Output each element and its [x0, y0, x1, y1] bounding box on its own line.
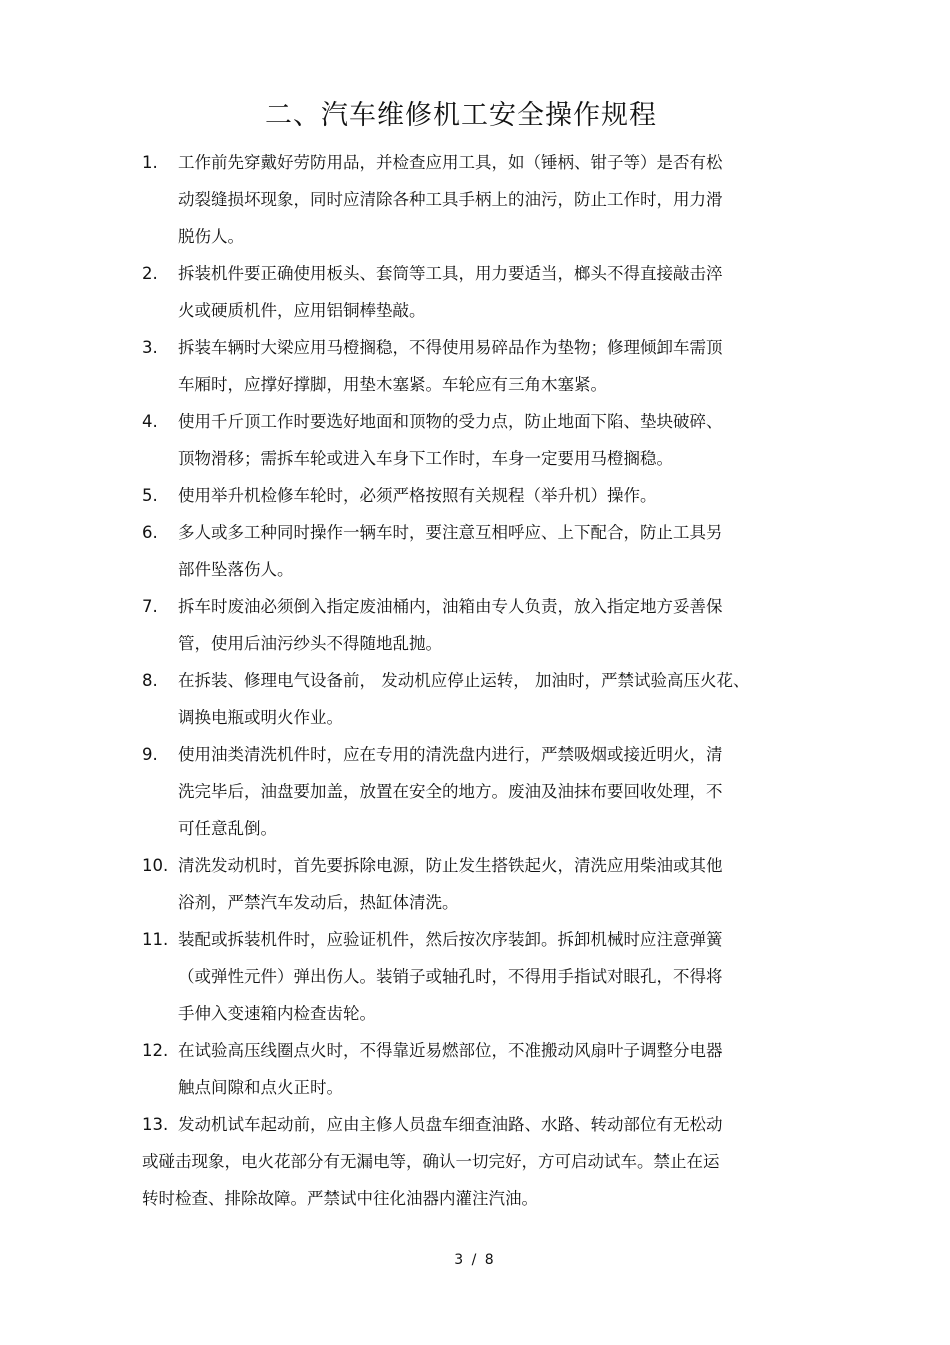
rule-item [142, 406, 822, 480]
rule-number: 6. [142, 523, 158, 542]
rule-text-line: 手伸入变速箱内检查齿轮。 [178, 1004, 376, 1023]
rule-text-line: 发动机试车起动前，应由主修人员盘车细查油路、水路、转动部位有无松动 [178, 1115, 723, 1134]
rule-item [142, 591, 822, 665]
rule-number: 12. [142, 1041, 169, 1060]
rule-item [142, 924, 822, 1035]
rule-text-line: 触点间隙和点火正时。 [178, 1078, 343, 1097]
rule-item [142, 1109, 822, 1220]
rule-text-line: 车厢时，应撑好撑脚，用垫木塞紧。车轮应有三角木塞紧。 [178, 375, 607, 394]
rule-text-line: 使用举升机检修车轮时，必须严格按照有关规程（举升机）操作。 [178, 486, 657, 505]
rule-item [142, 480, 822, 517]
rule-number: 11. [142, 930, 169, 949]
rule-text-line: 在试验高压线圈点火时，不得靠近易燃部位，不准搬动风扇叶子调整分电器 [178, 1041, 723, 1060]
rule-number: 9. [142, 745, 158, 764]
rule-text-line: 火或硬质机件，应用铝铜棒垫敲。 [178, 301, 426, 320]
rule-number: 8. [142, 671, 158, 690]
rule-text-line: 转时检查、排除故障。严禁试中往化油器内灌注汽油。 [142, 1189, 538, 1208]
rule-text-line: 拆装机件要正确使用板头、套筒等工具，用力要适当，榔头不得直接敲击淬 [178, 264, 723, 283]
rule-text-line: 在拆装、修理电气设备前， 发动机应停止运转， 加油时，严禁试验高压火花、 [178, 671, 750, 690]
rule-number: 4. [142, 412, 158, 431]
rule-item [142, 850, 822, 924]
rule-text-line: 动裂缝损坏现象，同时应清除各种工具手柄上的油污，防止工作时，用力滑 [178, 190, 723, 209]
rule-text-line: 脱伤人。 [178, 227, 244, 246]
rule-text-line: 或碰击现象，电火花部分有无漏电等，确认一切完好，方可启动试车。禁止在运 [142, 1152, 720, 1171]
rule-text-line: 顶物滑移；需拆车轮或进入车身下工作时，车身一定要用马橙搁稳。 [178, 449, 673, 468]
rule-text-line: 可任意乱倒。 [178, 819, 277, 838]
rule-text-line: 使用千斤顶工作时要选好地面和顶物的受力点，防止地面下陷、垫块破碎、 [178, 412, 723, 431]
rule-text-line: 管，使用后油污纱头不得随地乱抛。 [178, 634, 442, 653]
rule-text-line: 清洗发动机时，首先要拆除电源，防止发生搭铁起火，清洗应用柴油或其他 [178, 856, 723, 875]
rule-item [142, 147, 822, 258]
rules-list [142, 147, 822, 1220]
page-number: 3 / 8 [454, 1252, 496, 1268]
rule-number: 10. [142, 856, 169, 875]
rule-number: 1. [142, 153, 158, 172]
rule-item [142, 739, 822, 850]
rule-item [142, 332, 822, 406]
rule-text-line: （或弹性元件）弹出伤人。装销子或轴孔时，不得用手指试对眼孔，不得将 [178, 967, 723, 986]
rule-text-line: 多人或多工种同时操作一辆车时，要注意互相呼应、上下配合，防止工具另 [178, 523, 723, 542]
rule-text-line: 装配或拆装机件时，应验证机件，然后按次序装卸。拆卸机械时应注意弹簧 [178, 930, 723, 949]
rule-number: 5. [142, 486, 158, 505]
rule-item [142, 1035, 822, 1109]
rule-number: 3. [142, 338, 158, 357]
rule-text-line: 浴剂，严禁汽车发动后，热缸体清洗。 [178, 893, 459, 912]
rule-number: 2. [142, 264, 158, 283]
rule-text-line: 拆车时废油必须倒入指定废油桶内，油箱由专人负责，放入指定地方妥善保 [178, 597, 723, 616]
rule-item [142, 665, 822, 739]
rule-text-line: 工作前先穿戴好劳防用品，并检查应用工具，如（锤柄、钳子等）是否有松 [178, 153, 723, 172]
rule-text-line: 使用油类清洗机件时，应在专用的清洗盘内进行，严禁吸烟或接近明火，清 [178, 745, 723, 764]
rule-item [142, 258, 822, 332]
rule-item [142, 517, 822, 591]
rule-number: 7. [142, 597, 158, 616]
page-title: 二、汽车维修机工安全操作规程 [265, 100, 657, 131]
rule-text-line: 部件坠落伤人。 [178, 560, 294, 579]
rule-text-line: 洗完毕后，油盘要加盖，放置在安全的地方。废油及油抹布要回收处理，不 [178, 782, 723, 801]
rule-number: 13. [142, 1115, 169, 1134]
rule-text-line: 调换电瓶或明火作业。 [178, 708, 343, 727]
rule-text-line: 拆装车辆时大梁应用马橙搁稳，不得使用易碎品作为垫物；修理倾卸车需顶 [178, 338, 723, 357]
